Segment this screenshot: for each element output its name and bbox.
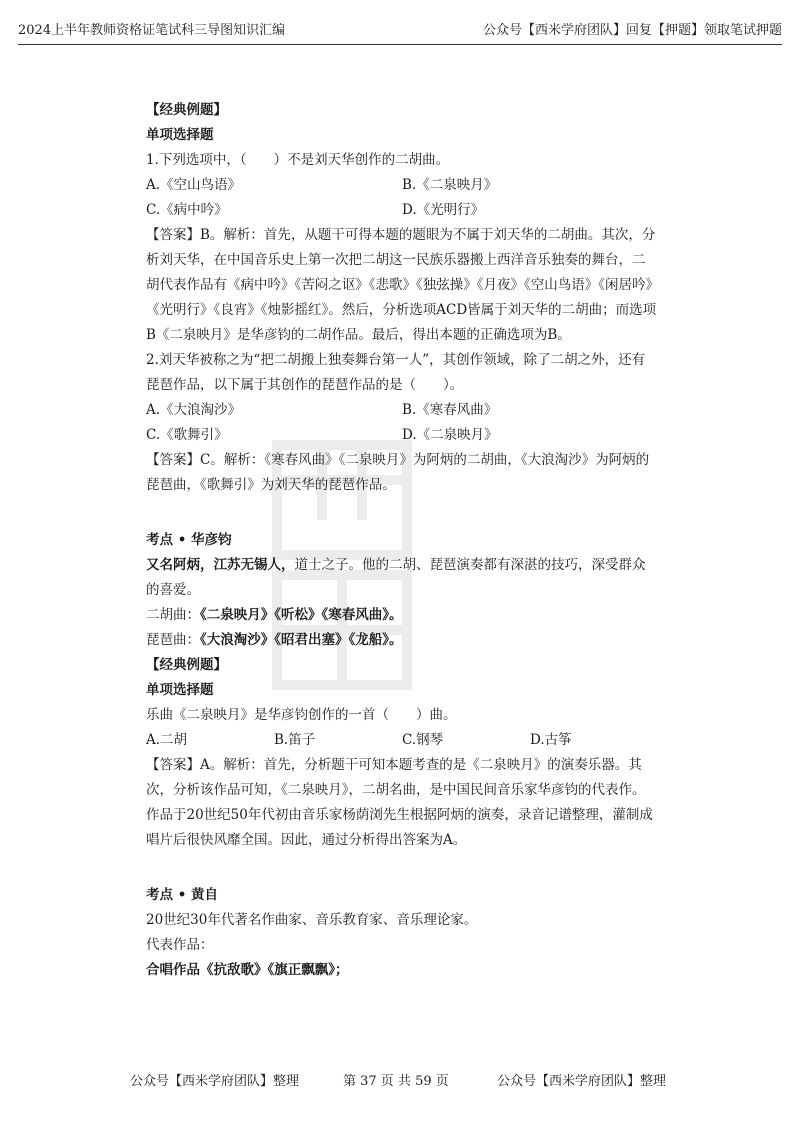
question-2-options-row2 bbox=[146, 423, 658, 448]
hua-yanjun-intro bbox=[146, 553, 658, 603]
question-3-options bbox=[146, 728, 658, 753]
intro-bold: 又名阿炳，江苏无锡人， bbox=[146, 557, 295, 573]
page-number: 第 37 页 共 59 页 bbox=[343, 1074, 449, 1089]
spacer bbox=[146, 853, 658, 883]
question-1-options-row1 bbox=[146, 173, 658, 198]
footer-left-text: 公众号【西米学府团队】整理 bbox=[130, 1074, 300, 1089]
erhu-works: 《二泉映月》《听松》《寒春风曲》。 bbox=[200, 607, 403, 623]
question-1-options-row2 bbox=[146, 198, 658, 223]
question-2-answer: 【答案】C。解析：《寒春风曲》《二泉映月》为阿炳的二胡曲，《大浪淘沙》为阿炳的琵琶曲，《歌舞引》为刘天华的琵琶作品。 bbox=[146, 452, 650, 493]
example-heading: 【经典例题】 bbox=[146, 102, 227, 118]
example-heading: 【经典例题】 bbox=[146, 657, 227, 673]
option-d: D.《光明行》 bbox=[402, 202, 485, 218]
section-title-hua-yanjun: 考点 • 华彦钧 bbox=[146, 532, 232, 548]
footer-right-text: 公众号【西米学府团队】整理 bbox=[497, 1074, 667, 1089]
question-3-answer: 【答案】A。解析：首先，分析题干可知本题考查的是《二泉映月》的演奏乐器。其次，分析该作品可知，《二泉映月》，二胡名曲，是中国民间音乐家华彦钧的代表作。作品于20世纪50年代初由音乐家杨荫浏先生根据阿炳的演奏，录音记谱整理，灌制成唱片后很快风靡全国。因此，通过分析得出答案为A。 bbox=[146, 757, 653, 848]
option-d: D.古筝 bbox=[530, 732, 572, 748]
option-b: B.《二泉映月》 bbox=[402, 177, 498, 193]
huang-zi-intro: 20世纪30年代著名作曲家、音乐教育家、音乐理论家。 bbox=[146, 912, 478, 928]
option-c: C.《歌舞引》 bbox=[146, 427, 228, 443]
option-c: C.《病中吟》 bbox=[146, 202, 228, 218]
pipa-label: 琵琶曲： bbox=[146, 632, 200, 648]
intro-rest: 道士之子。他的二胡、琵琶演奏都有深湛的技巧，深受群众的喜爱。 bbox=[146, 557, 646, 598]
pipa-works-line bbox=[146, 628, 658, 653]
header-left-text: 2024上半年教师资格证笔试科三导图知识汇编 bbox=[18, 23, 286, 38]
header-right-text: 公众号【西米学府团队】回复【押题】领取笔试押题 bbox=[482, 23, 782, 38]
option-c: C.钢琴 bbox=[402, 732, 444, 748]
option-a: A.《空山鸟语》 bbox=[146, 177, 242, 193]
spacer bbox=[146, 498, 658, 528]
choral-works: 合唱作品《抗敌歌》《旗正飘飘》； bbox=[146, 962, 349, 978]
document-body bbox=[146, 98, 658, 983]
question-1-answer: 【答案】B。解析：首先，从题干可得本题的题眼为不属于刘天华的二胡曲。其次，分析刘天华，在中国音乐史上第一次把二胡这一民族乐器搬上西洋音乐独奏的舞台，二胡代表作品有《病中吟》《苦闷之讴》《悲歌》《独弦操》《月夜》《空山鸟语》《闲居吟》《光明行》《良宵》《烛影摇红》。然后，分析选项ACD皆属于刘天华的二胡曲；而选项B《二泉映月》是华彦钧的二胡作品。最后，得出本题的正确选项为B。 bbox=[146, 227, 657, 343]
erhu-label: 二胡曲： bbox=[146, 607, 200, 623]
option-a: A.《大浪淘沙》 bbox=[146, 402, 242, 418]
section-title-huang-zi: 考点 • 黄自 bbox=[146, 887, 219, 903]
question-2-stem: 2.刘天华被称之为“把二胡搬上独奏舞台第一人”，其创作领域，除了二胡之外，还有琵琶作品，以下属于其创作的琵琶作品的是（ ）。 bbox=[146, 352, 646, 393]
erhu-works-line bbox=[146, 603, 658, 628]
page-header bbox=[18, 18, 782, 45]
option-b: B.《寒春风曲》 bbox=[402, 402, 498, 418]
option-d: D.《二泉映月》 bbox=[402, 427, 498, 443]
option-a: A.二胡 bbox=[146, 732, 188, 748]
option-b: B.笛子 bbox=[274, 732, 316, 748]
question-type-label: 单项选择题 bbox=[146, 682, 214, 698]
question-3-stem: 乐曲《二泉映月》是华彦钧创作的一首（ ）曲。 bbox=[146, 707, 457, 723]
question-type-label: 单项选择题 bbox=[146, 127, 214, 143]
representative-works-label: 代表作品： bbox=[146, 937, 214, 953]
question-2-options-row1 bbox=[146, 398, 658, 423]
question-1-stem: 1.下列选项中，（ ）不是刘天华创作的二胡曲。 bbox=[146, 152, 450, 168]
pipa-works: 《大浪淘沙》《昭君出塞》《龙船》。 bbox=[200, 632, 403, 648]
page-footer bbox=[0, 1072, 800, 1092]
